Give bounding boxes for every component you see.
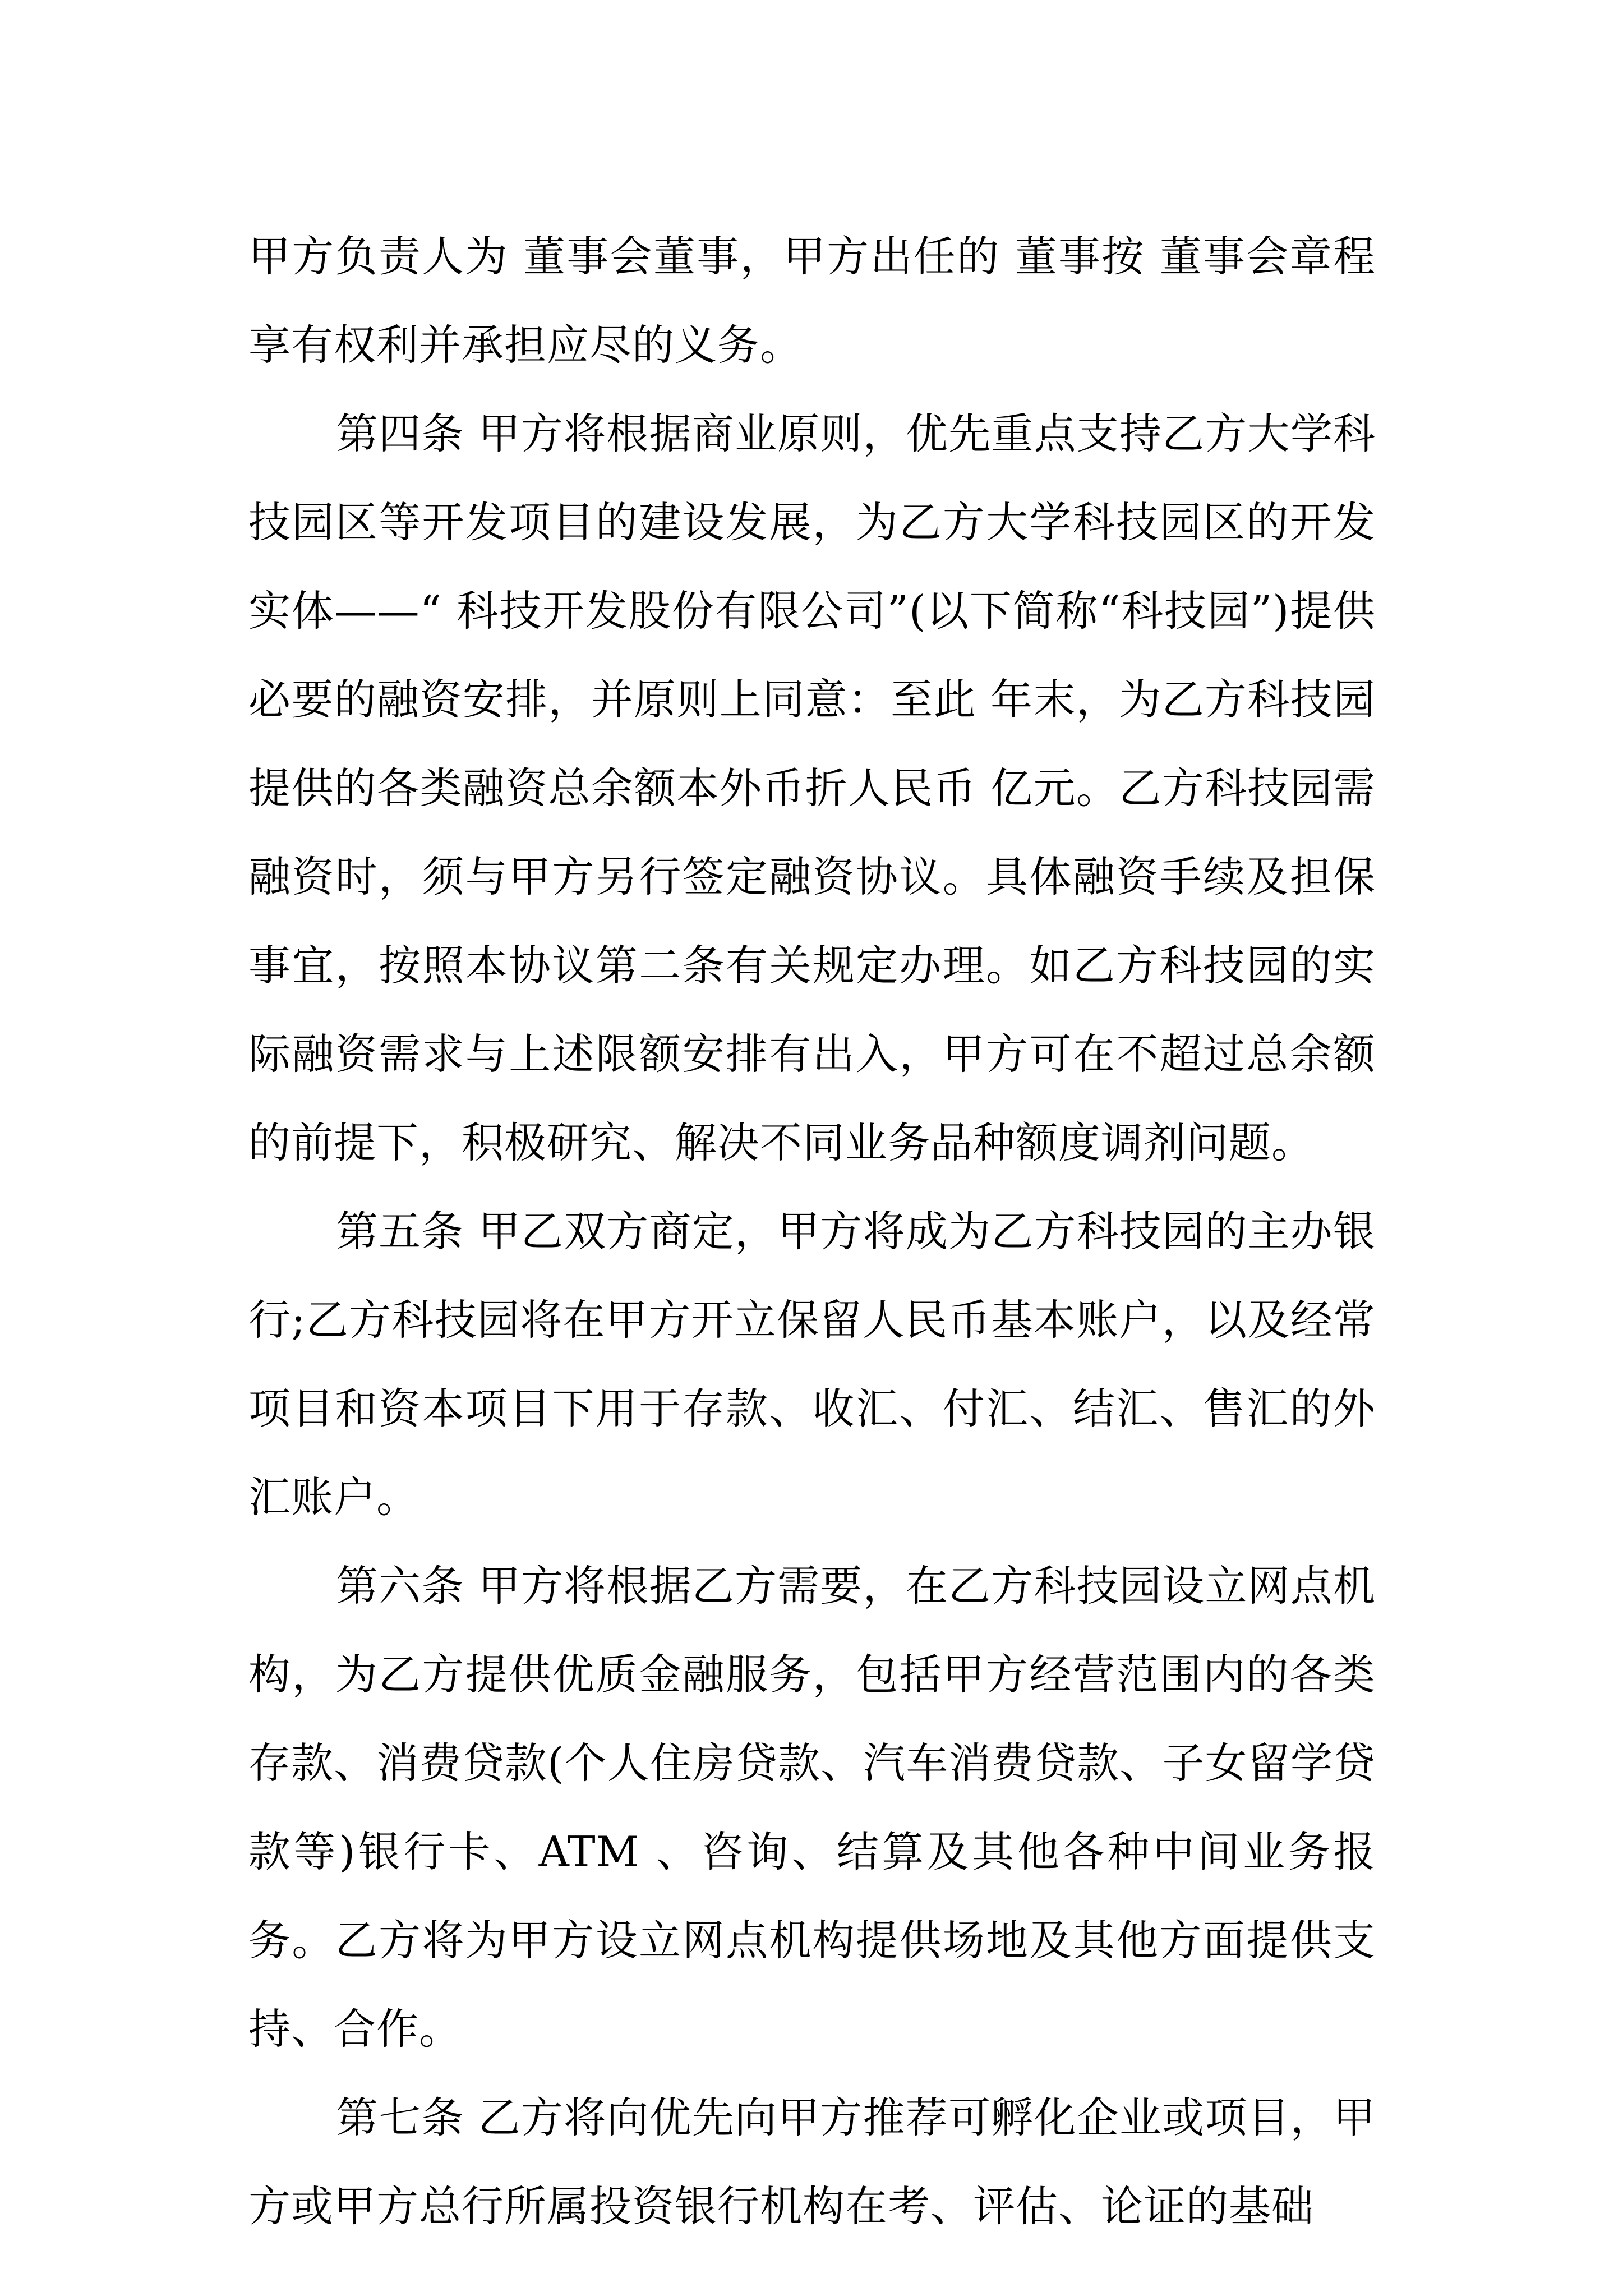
paragraph-article-5: 第五条 甲乙双方商定，甲方将成为乙方科技园的主办银行;乙方科技园将在甲方开立保留人民币基本账户，以及经常项目和资本项目下用于存款、收汇、付汇、结汇、售汇的外汇账户。 bbox=[248, 1207, 1376, 1522]
paragraph-article-4: 第四条 甲方将根据商业原则，优先重点支持乙方大学科技园区等开发项目的建设发展，为乙方大学科技园区的开发实体——“ 科技开发股份有限公司”(以下简称“科技园”)提供必要的融资安排，并原则上同意：至此 年末，为乙方科技园提供的各类融资总余额本外币折人民币 亿元。乙方科技园需融资时，须与甲方另行签定融资协议。具体融资手续及担保事宜，按照本协议第二条有关规定办理。如乙方科技园的实际融资需求与上述限额安排有出入，甲方可在不超过总余额的前提下，积极研究、解决不同业务品种额度调剂问题。 bbox=[248, 409, 1376, 1167]
document-body bbox=[248, 212, 1376, 2251]
paragraph-continuation: 甲方负责人为 董事会董事，甲方出任的 董事按 董事会章程享有权利并承担应尽的义务。 bbox=[248, 232, 1376, 370]
paragraph-article-7: 第七条 乙方将向优先向甲方推荐可孵化企业或项目，甲方或甲方总行所属投资银行机构在考、评估、论证的基础 bbox=[248, 2093, 1376, 2231]
paragraph-article-6: 第六条 甲方将根据乙方需要，在乙方科技园设立网点机构，为乙方提供优质金融服务，包括甲方经营范围内的各类存款、消费贷款(个人住房贷款、汽车消费贷款、子女留学贷款等)银行卡、ATM 、咨询、结算及其他各种中间业务报务。乙方将为甲方设立网点机构提供场地及其他方面提供支持、合作。 bbox=[248, 1561, 1376, 2054]
